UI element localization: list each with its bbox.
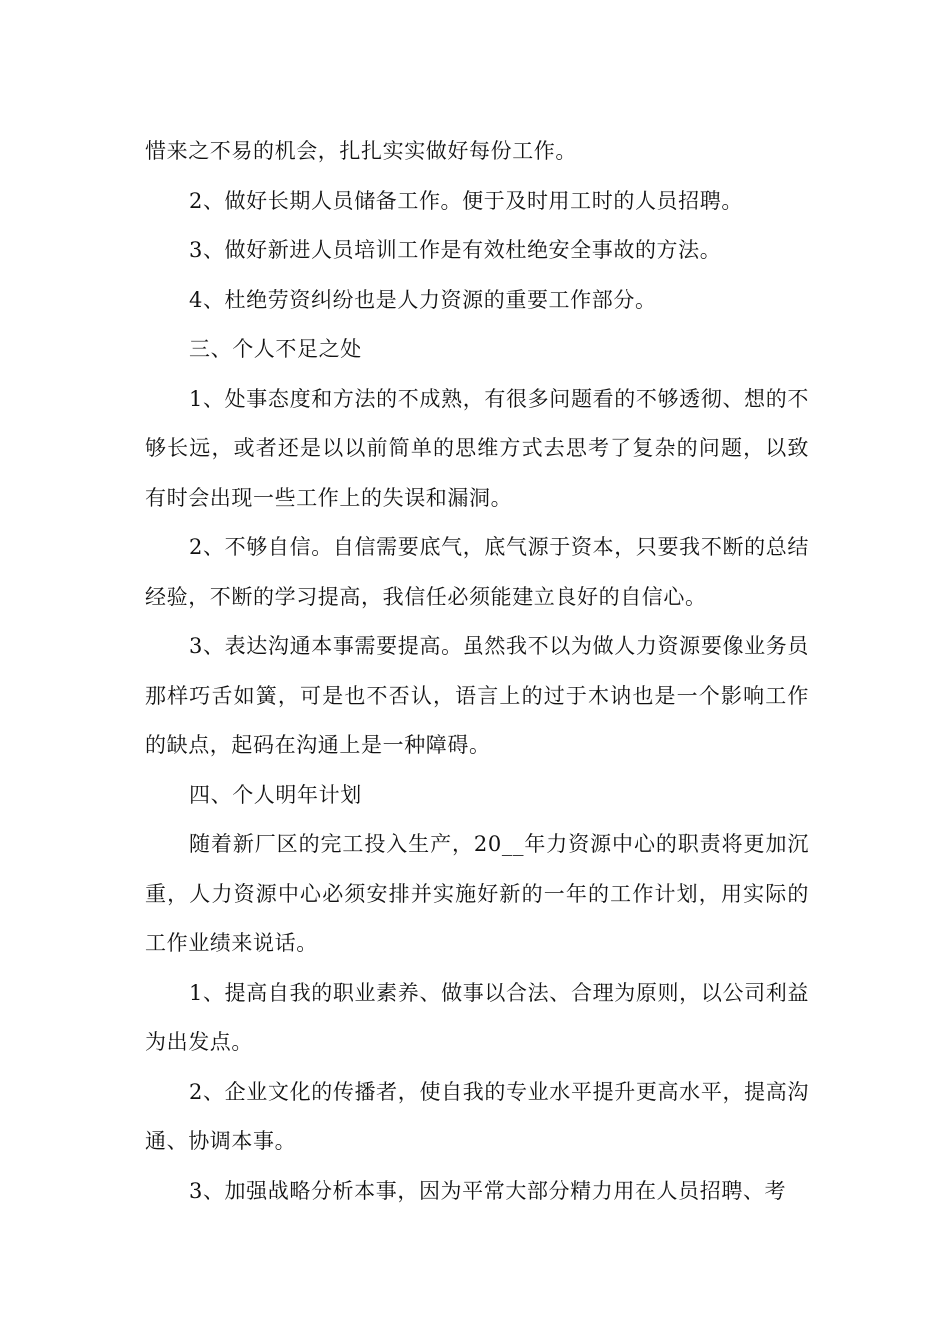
section-heading-next-year-plan: 四、个人明年计划	[189, 782, 362, 807]
paragraph-item-2: 2、做好长期人员储备工作。便于及时用工时的人员招聘。	[189, 188, 743, 213]
document-body	[145, 127, 809, 1216]
paragraph-plan-2: 2、企业文化的传播者，使自我的专业水平提升更高水平，提高沟通、协调本事。	[145, 1079, 809, 1153]
paragraph-item-3: 3、做好新进人员培训工作是有效杜绝安全事故的方法。	[189, 238, 722, 262]
paragraph-item-4: 4、杜绝劳资纠纷也是人力资源的重要工作部分。	[189, 287, 657, 312]
paragraph-continuation: 惜来之不易的机会，扎扎实实做好每份工作。	[145, 139, 577, 163]
paragraph-plan-intro: 随着新厂区的完工投入生产，20__年力资源中心的职责将更加沉重，人力资源中心必须安排并实施好新的一年的工作计划，用实际的工作业绩来说话。	[145, 832, 809, 955]
section-heading-shortcomings: 三、个人不足之处	[189, 337, 362, 361]
paragraph-plan-3: 3、加强战略分析本事，因为平常大部分精力用在人员招聘、考	[189, 1178, 787, 1203]
paragraph-shortcoming-2: 2、不够自信。自信需要底气，底气源于资本，只要我不断的总结经验，不断的学习提高，我信任必须能建立良好的自信心。	[145, 535, 809, 609]
paragraph-shortcoming-3: 3、表达沟通本事需要提高。虽然我不以为做人力资源要像业务员那样巧舌如簧，可是也不否认，语言上的过于木讷也是一个影响工作的缺点，起码在沟通上是一种障碍。	[145, 634, 809, 757]
paragraph-plan-1: 1、提高自我的职业素养、做事以合法、合理为原则，以公司利益为出发点。	[145, 980, 809, 1054]
paragraph-shortcoming-1: 1、处事态度和方法的不成熟，有很多问题看的不够透彻、想的不够长远，或者还是以以前简单的思维方式去思考了复杂的问题，以致有时会出现一些工作上的失误和漏洞。	[145, 386, 809, 510]
